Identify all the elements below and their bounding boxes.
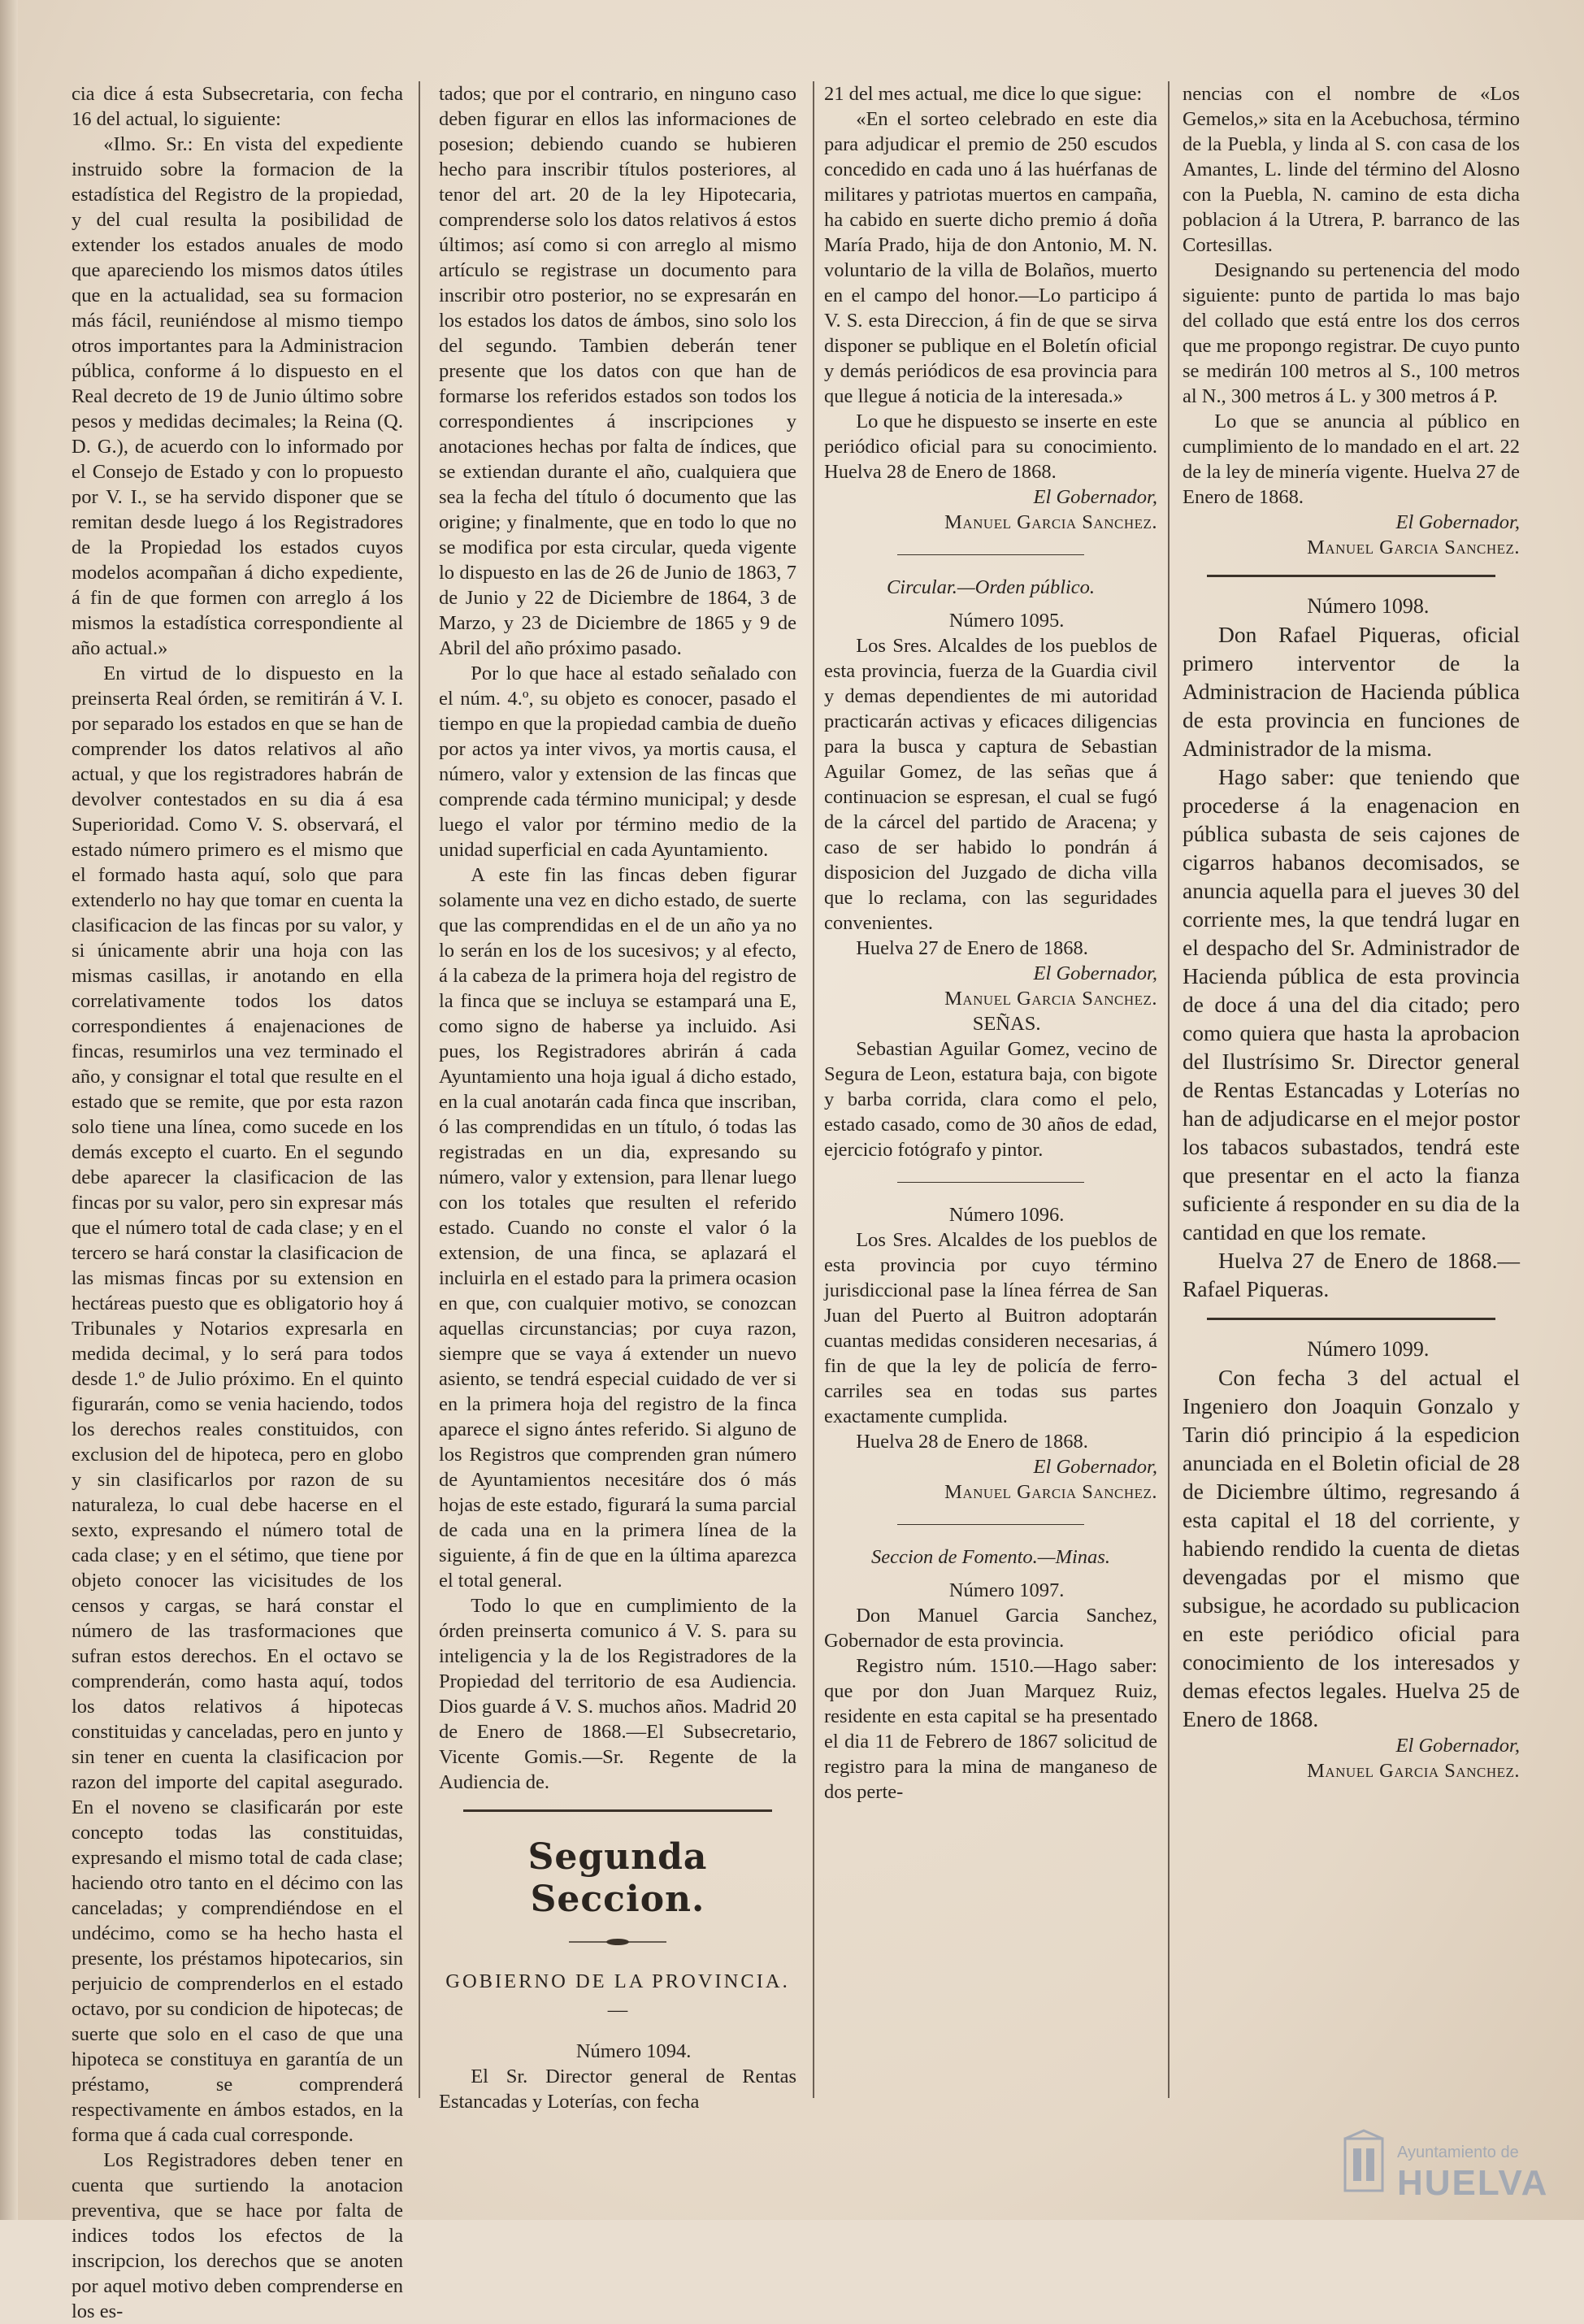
col1-paragraph-3: En virtud de lo dispuesto en la preinserta Real órden, se remitirán á V. I. por separado los estados en que se han de comprender los datos relativos al año actual, y que los registradores habrán de devolver contestados en su dia á esa Superioridad. Como V. S. observará, el estado número primero es el mismo que el formado hasta aquí, solo que para extenderlo no hay que tomar en cuenta la clasificacion de las fincas por su valor, y si únicamente abrir una hoja con las mismas casillas, ir anotando en ella correlativamente todos los datos correspondientes á enajenaciones de fincas, resumirlos una vez terminado el año, y consignar el total que resulte en el estado que se remite, que por esta razon solo tiene una línea, como sucede en los demás excepto el cuarto. En el segundo debe aparecer la clasificacion de las fincas por su valor, pero sin expresar más que el número total de cada clase; y en el tercero se hará constar la clasificacion de las mismas fincas por su extension en hectáreas puesto que es obligatorio hoy á Tribunales y Notarios expresarla en medida decimal, y lo será para todos desde 1.º de Julio próximo. En el quinto figurarán, como se venia haciendo, todos los derechos reales constituidos, con exclusion del de hipoteca, pero en globo y sin clasificarlos por razon de su naturaleza, lo cual debe hacerse en el sexto, expresando el número total de cada clase; y en el sétimo, que tiene por objeto conocer las vicisitudes de los censos y cargas, se hará constar el número de las trasformaciones que sufran estos derechos. En el octavo se comprenderán, como hasta aquí, todos los datos relativos á hipotecas constituidas y canceladas, pero en junto y sin tener en cuenta la clasificacion por razon del importe del capital asegurado. En el noveno se clasificarán por este concepto todas las constituidas, expresando el mismo total de cada clase; haciendo otro tanto en el décimo con las canceladas; y comprendiéndose en el undécimo, como se ha hecho hasta el presente, los préstamos hipotecarios, sin perjuicio de comprenderlos en el estado octavo, por su condicion de hipotecas; de suerte que solo en el caso de que una hipoteca se constituya en garantía de un préstamo, se comprenderá respectivamente en ámbos estados, en la forma que á cada cual corresponde. <box>72 662 403 2146</box>
col3-paragraph-5: Huelva 27 de Enero de 1868. <box>856 937 1088 959</box>
numero-1098: Número 1098. <box>1307 594 1430 618</box>
column-rule-1 <box>419 81 420 2098</box>
numero-1097: Número 1097. <box>948 1579 1065 1601</box>
col3-paragraph-9: Don Manuel Garcia Sanchez, Gobernador de esta provincia. <box>824 1605 1157 1652</box>
column-3 <box>824 81 1157 2114</box>
watermark-line-1: Ayuntamiento de <box>1397 2144 1519 2161</box>
numero-1095: Número 1095. <box>948 610 1065 632</box>
gobernador-label: El Gobernador, <box>1033 1456 1157 1478</box>
gobernador-signature: Manuel Garcia Sanchez. <box>1307 1760 1520 1782</box>
col3-paragraph-3: Lo que he dispuesto se inserte en este periódico oficial para su conocimiento. Huelva 28 de Enero de 1868. <box>824 411 1157 483</box>
fomento-heading: Seccion de Fomento.—Minas. <box>871 1546 1110 1568</box>
col3-paragraph-10: Registro núm. 1510.—Hago saber: que por don Juan Marquez Ruiz, residente en esta capital se ha presentado el dia 11 de Febrero de 1867 solicitud de registro para la mina de manganeso de dos perte- <box>824 1655 1157 1803</box>
archive-watermark <box>1316 2114 1560 2204</box>
col3-paragraph-8: Huelva 28 de Enero de 1868. <box>856 1431 1088 1453</box>
column-rule-3 <box>1168 81 1170 2098</box>
col3-paragraph-1: 21 del mes actual, me dice lo que sigue: <box>824 83 1143 105</box>
column-4 <box>1183 81 1520 2114</box>
notice-1099 <box>1183 1335 1520 1733</box>
ornament-icon <box>569 1936 666 1948</box>
divider <box>897 1182 1084 1183</box>
col2-paragraph-3: A este fin las fincas deben figurar solamente una vez en dicho estado, de suerte que las comprendidas en el de un año ya no lo serán en los de los sucesivos; y al efecto, á la cabeza de la primera hoja del registro de la finca que se incluya se estampará una E, como signo de haberse ya incluido. Asi pues, los Registradores abrirán á cada Ayuntamiento una hoja igual á dicho estado, en la cual anotarán cada finca que inscriban, ó las comprendidas en un título, ó todas las registradas en un dia, expresando su número, valor y extension, para llenar luego con los totales que resulten el referido estado. Cuando no conste el valor ó la extension, de una finca, se aplazará el incluirla en el estado para la primera ocasion en que, con cualquier motivo, se conozcan aquellas circunstancias; por cuya razon, siempre que se vaya á extender un nuevo asiento, se tendrá especial cuidado de ver si en la primera hoja del registro de la finca aparece el signo ántes referido. Si alguno de los Registros que comprenden gran número de Ayuntamientos necesitáre dos ó más hojas de este estado, figurará la suma parcial de cada una en la primera línea de la siguiente, á fin de que en la última aparezca el total general. <box>439 864 796 1592</box>
divider <box>897 1524 1084 1525</box>
column-1 <box>72 81 403 2322</box>
gobernador-label: El Gobernador, <box>1033 486 1157 508</box>
gobierno-dash: — <box>607 1999 628 2021</box>
senas-heading: SEÑAS. <box>972 1013 1041 1035</box>
col1-paragraph-4: Los Registradores deben tener en cuenta que surtiendo la anotacion preventiva, que se hace por falta de indices todos los efectos de la inscripcion, los derechos que se anoten por aquel motivo deben comprenderse en los es- <box>72 2149 403 2322</box>
gobernador-signature: Manuel Garcia Sanchez. <box>944 1481 1157 1503</box>
gobernador-signature: Manuel Garcia Sanchez. <box>1307 536 1520 558</box>
col4-paragraph-6: Huelva 27 de Enero de 1868.—Rafael Piqueras. <box>1183 1248 1520 1301</box>
col1-paragraph-1: cia dice á esta Subsecretaria, con fecha 16 del actual, lo siguiente: <box>72 83 403 130</box>
page-edge-shadow <box>0 0 18 2220</box>
divider <box>897 554 1084 555</box>
numero-1096: Número 1096. <box>948 1204 1065 1226</box>
section-divider <box>1207 575 1495 577</box>
col4-paragraph-4: Don Rafael Piqueras, oficial primero interventor de la Administracion de Hacienda pública de esta provincia en funciones de Administrador de la misma. <box>1183 622 1520 761</box>
numero-1094: Número 1094. <box>575 2040 692 2062</box>
col4-paragraph-7: Con fecha 3 del actual el Ingeniero don Joaquin Gonzalo y Tarin dió principio á la espedicion anunciada en el Boletin oficial de 28 de Diciembre último, regresando á esta capital el 18 del corriente, y habiendo rendido la cuenta de dietas devengadas por el mismo que subsigue, he acordado su publicacion en este periódico oficial para conocimiento de los interesados y demas efectos legales. Huelva 25 de Enero de 1868. <box>1183 1365 1520 1731</box>
col1-paragraph-2: «Ilmo. Sr.: En vista del expediente instruido sobre la formacion de la estadística del Registro de la propiedad, y del cual resulta la posibilidad de extender los estados anuales de modo que apareciendo los mismos datos útiles que en la actualidad, sea su formacion más fácil, reuniéndose al mismo tiempo otros importantes para la Administracion pública, conforme á lo dispuesto en el Real decreto de 19 de Junio último sobre pesos y medidas decimales; la Reina (Q. D. G.), de acuerdo con lo informado por el Consejo de Estado y con lo propuesto por V. I., se ha servido disponer que se remitan desde luego á los Registradores de la Propiedad los estados cuyos modelos acompañan á dicho expediente, á fin de que formen con arreglo á los mismos la estadística correspondiente al año actual.» <box>72 133 403 659</box>
col3-paragraph-2: «En el sorteo celebrado en este dia para adjudicar el premio de 250 escudos concedido en cada uno á las huérfanas de militares y patriotas muertos en campaña, ha cabido en suerte dicho premio á doña María Prado, hija de don Antonio, M. N. voluntario de la villa de Bolaños, muerto en el campo del honor.—Lo participo á V. S. esta Direccion, á fin de que se sirva disponer se publique en el Boletín oficial y demás periódicos de esa provincia para que llegue á noticia de la interesada.» <box>824 108 1157 407</box>
gobernador-label: El Gobernador, <box>1395 511 1520 533</box>
section-title: Segunda Seccion. <box>527 1836 708 1920</box>
city-emblem-icon <box>1339 2131 1389 2196</box>
column-2 <box>439 81 796 2114</box>
col4-paragraph-2: Designando su pertenencia del modo siguiente: punto de partida lo mas bajo del collado que está entre los dos cerros que me propongo registrar. De cuyo punto se medirán 100 metros al S., 100 metros al N., 300 metros á L. y 300 metros á P. <box>1183 259 1520 407</box>
col3-paragraph-6: Sebastian Aguilar Gomez, vecino de Segura de Leon, estatura baja, con bigote y barba corrida, clara como el pelo, estado casado, como de 30 años de edad, ejercicio fotógrafo y pintor. <box>824 1038 1157 1161</box>
col2-paragraph-1: tados; que por el contrario, en ninguno caso deben figurar en ellos las informaciones de posesion; debiendo cuando se hubieren hecho para inscribir títulos posteriores, al tenor del art. 20 de la ley Hipotecaria, comprenderse solo los datos relativos á estos últimos; así como si con arreglo al mismo artículo se registrase un documento para inscribir otro posterior, no se expresarán en los estados los datos de ámbos, sino solo los del segundo. Tambien deberán tener presente que los datos con que han de formarse los referidos estados son todos los correspondientes á inscripciones y anotaciones hechas por falta de índices, que se extiendan durante el año, cualquiera que sea la fecha del título ó documento que las origine; y finalmente, que en todo lo que no se modifica por esta circular, queda vigente lo dispuesto en las de 26 de Junio de 1863, 7 de Junio y 22 de Diciembre de 1864, 3 de Marzo, y 23 de Diciembre de 1865 y 9 de Abril del año próximo pasado. <box>439 83 796 659</box>
gobernador-signature: Manuel Garcia Sanchez. <box>944 988 1157 1010</box>
col4-paragraph-3: Lo que se anuncia al público en cumplimiento de lo mandado en el art. 22 de la ley de minería vigente. Huelva 27 de Enero de 1868. <box>1183 411 1520 508</box>
col2-paragraph-4: Todo lo que en cumplimiento de la órden preinserta comunico á V. S. para su inteligencia y la de los Registradores de la Propiedad del territorio de esa Audiencia. Dios guarde á V. S. muchos años. Madrid 20 de Enero de 1868.—El Subsecretario, Vicente Gomis.—Sr. Regente de la Audiencia de. <box>439 1595 796 1793</box>
col3-paragraph-4: Los Sres. Alcaldes de los pueblos de esta provincia, fuerza de la Guardia civil y demas dependientes de mi autoridad practicarán activas y eficaces diligencias para la busca y captura de Sebastian Aguilar Gomez, de las señas que á continuacion se espresan, el cual se fugó de la cárcel del partido de Aracena; y caso de ser habido lo pondrán á disposicion del Juzgado de dicha villa que lo reclama, con las seguridades convenientes. <box>824 635 1157 934</box>
ornament-divider <box>439 1929 796 1954</box>
notice-1098 <box>1183 592 1520 1303</box>
section-divider <box>1207 1318 1495 1320</box>
gobierno-heading: GOBIERNO DE LA PROVINCIA. <box>445 1970 790 1992</box>
watermark-line-2: HUELVA <box>1397 2163 1549 2203</box>
circular-heading: Circular.—Orden público. <box>886 576 1096 598</box>
section-divider <box>463 1809 772 1812</box>
gobernador-signature: Manuel Garcia Sanchez. <box>944 511 1157 533</box>
numero-1099: Número 1099. <box>1307 1337 1430 1361</box>
gobernador-label: El Gobernador, <box>1033 962 1157 984</box>
col2-paragraph-5: El Sr. Director general de Rentas Estancadas y Loterías, con fecha <box>439 2066 796 2113</box>
column-rule-2 <box>813 81 814 2098</box>
gobernador-label: El Gobernador, <box>1395 1735 1520 1757</box>
col2-paragraph-2: Por lo que hace al estado señalado con el núm. 4.º, su objeto es conocer, pasado el tiempo en que la propiedad cambia de dueño por actos ya inter vivos, ya mortis causa, el número, valor y extension de las fincas que comprende cada término municipal; y desde luego el valor por término medio de la unidad superficial en cada Ayuntamiento. <box>439 662 796 861</box>
col4-paragraph-5: Hago saber: que teniendo que procederse á la enagenacion en pública subasta de seis cajones de cigarros habanos decomisados, se anuncia aquella para el jueves 30 del corriente mes, la que tendrá lugar en el despacho del Sr. Administrador de Hacienda pública de esta provincia de doce á una del dia citado; pero como quiera que hasta la aprobacion del Ilustrísimo Sr. Director general de Rentas Estancadas y Loterías no han de adjudicarse en el mejor postor los tabacos subastados, tendrá este que presentar en el acto la fianza suficiente á responder en su dia de la cantidad en que los remate. <box>1183 764 1520 1245</box>
col4-paragraph-1: nencias con el nombre de «Los Gemelos,» sita en la Acebuchosa, término de la Puebla, y linda al S. con casa de los Amantes, L. linde del término del Alosno con la Puebla, N. camino de esta dicha poblacion á la Utrera, P. barranco de las Cortesillas. <box>1183 83 1520 256</box>
col3-paragraph-7: Los Sres. Alcaldes de los pueblos de esta provincia por cuyo término jurisdiccional pase la línea férrea de San Juan del Puerto al Buitron adoptarán cuantas medidas consideren necesarias, á fin de que la ley de policía de ferro-carriles sea en todas sus partes exactamente cumplida. <box>824 1229 1157 1427</box>
